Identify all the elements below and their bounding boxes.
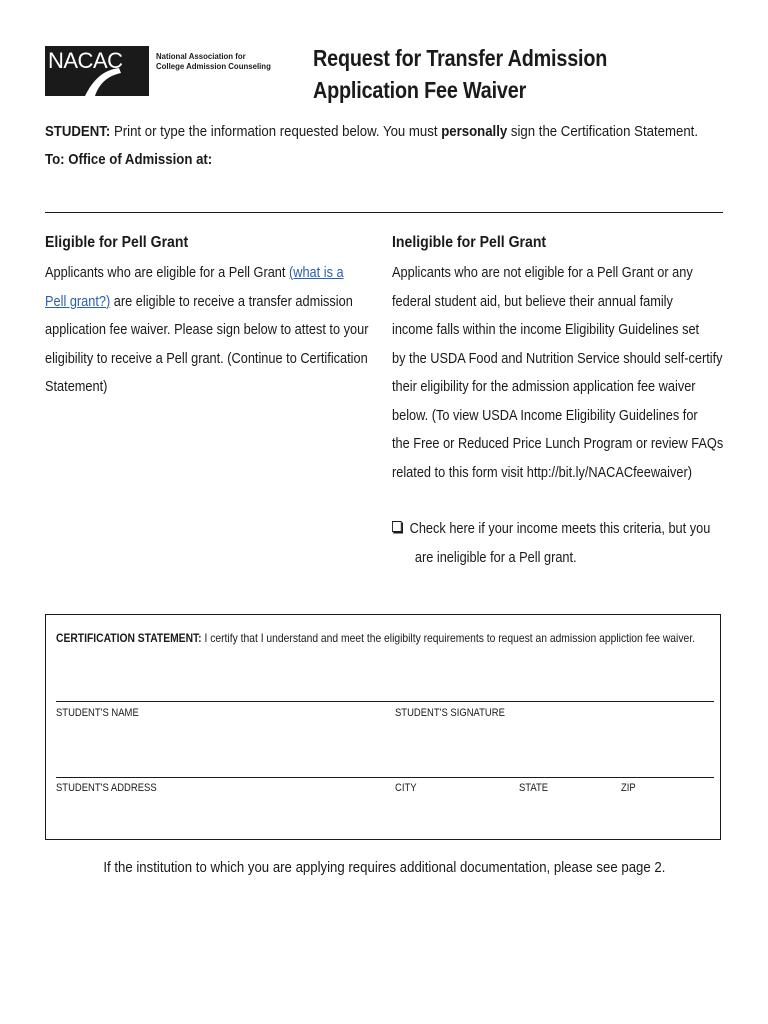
eligible-line-5: Statement) xyxy=(45,379,108,395)
ineligible-line-1: Applicants who are not eligible for a Pell Grant or any xyxy=(392,265,693,281)
page-title-line2: Application Fee Waiver xyxy=(313,77,527,103)
eligible-line-3: application fee waiver. Please sign below to attest to your xyxy=(45,322,369,338)
divider-line xyxy=(45,212,723,213)
ineligible-line-7: the Free or Reduced Price Lunch Program or review FAQs xyxy=(392,436,724,452)
income-criteria-checkbox[interactable] xyxy=(392,521,402,532)
pell-grant-link-part1[interactable]: (what is a xyxy=(288,265,344,281)
instructions-text-before: Print or type the information requested below. You must xyxy=(110,123,442,140)
ineligible-section xyxy=(392,233,768,487)
student-signature-label: STUDENT'S SIGNATURE xyxy=(395,707,505,719)
logo-org-line2: College Admission Counseling xyxy=(156,61,271,71)
ineligible-line-8: related to this form visit http://bit.ly/NACACfeewaiver) xyxy=(392,464,692,481)
student-name-label: STUDENT'S NAME xyxy=(56,707,139,719)
certification-statement xyxy=(56,630,727,646)
eligible-line-1 xyxy=(45,259,423,288)
city-label: CITY xyxy=(395,782,417,794)
student-address-label: STUDENT'S ADDRESS xyxy=(56,782,157,794)
logo-org-line1: National Association for xyxy=(156,51,246,61)
certification-text: I certify that I understand and meet the eligibilty requirements to request an admission appliction fee waiver. xyxy=(201,631,695,645)
to-office-line: To: Office of Admission at: xyxy=(45,151,213,168)
eligible-heading: Eligible for Pell Grant xyxy=(45,234,189,251)
ineligible-line-5: their eligibility for the admission application fee waiver xyxy=(392,379,696,395)
page-title xyxy=(313,42,683,106)
checkbox-row xyxy=(392,515,768,544)
zip-label: ZIP xyxy=(621,782,636,794)
ineligible-line-4: by the USDA Food and Nutrition Service should self-certify xyxy=(392,350,723,367)
checkbox-label-line1: Check here if your income meets this criteria, but you xyxy=(409,521,711,537)
eligible-line1-prefix: Applicants who are eligible for a Pell Grant xyxy=(45,265,289,281)
student-instructions xyxy=(45,122,723,142)
footer-note xyxy=(0,858,768,878)
state-label: STATE xyxy=(519,782,549,794)
checkbox-label-line2: are ineligible for a Pell grant. xyxy=(414,549,577,566)
eligible-line-4: eligibility to receive a Pell grant. (Continue to Certification xyxy=(45,350,368,367)
ineligible-line-6: below. (To view USDA Income Eligibility Guidelines for xyxy=(392,407,698,424)
eligible-line2-suffix: are eligible to receive a transfer admission xyxy=(110,293,353,310)
pell-grant-link-part2[interactable]: Pell grant?) xyxy=(45,293,111,310)
eligible-section xyxy=(45,233,425,402)
certification-label: CERTIFICATION STATEMENT: xyxy=(56,631,202,645)
student-label: STUDENT: xyxy=(45,123,111,140)
logo-wordmark: NACAC xyxy=(48,48,123,73)
name-signature-line[interactable] xyxy=(56,701,714,702)
instructions-emphasis: personally xyxy=(441,123,508,140)
eligible-line-2 xyxy=(45,288,423,317)
page-title-line1: Request for Transfer Admission xyxy=(313,45,608,71)
logo-org-name xyxy=(156,51,285,71)
nacac-logo xyxy=(45,46,149,96)
income-criteria-option xyxy=(392,515,768,572)
ineligible-heading: Ineligible for Pell Grant xyxy=(392,234,547,251)
eligible-body xyxy=(45,259,423,402)
ineligible-body xyxy=(392,259,768,487)
ineligible-line-3: income falls within the income Eligibility Guidelines set xyxy=(392,322,700,338)
ineligible-line-2: federal student aid, but believe their annual family xyxy=(392,293,673,310)
instructions-text-after: sign the Certification Statement. xyxy=(507,123,699,140)
address-line[interactable] xyxy=(56,777,714,778)
footer-text: If the institution to which you are applying requires additional documentation, please see page 2. xyxy=(102,859,666,876)
certification-box xyxy=(45,614,721,840)
